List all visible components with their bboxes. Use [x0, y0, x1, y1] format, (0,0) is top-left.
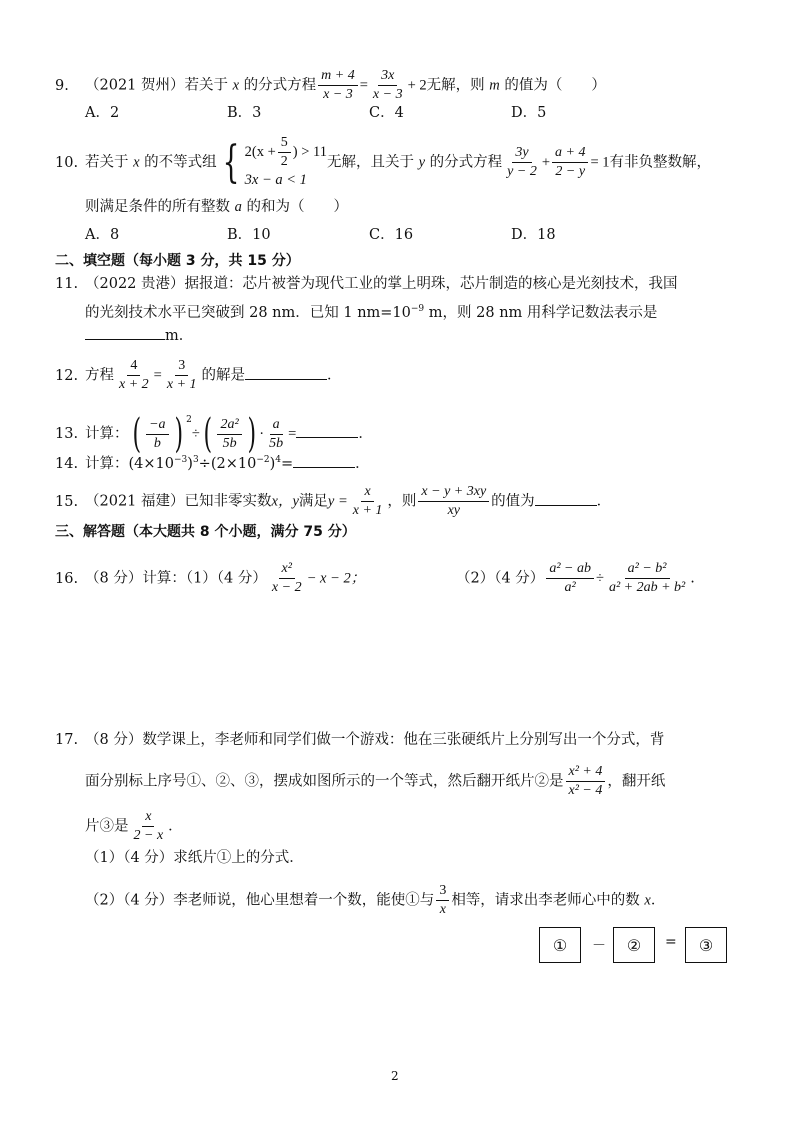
option-d: D．5: [511, 105, 547, 121]
question-10: 10. 若关于 x 的不等式组 { 2(x + $\frac{5}{2}$ ) > 11 3x − a < 1 无解，且关于 y 的分式方程 $\frac{3y}{y - 2}$ + $\frac{a + 4}{2 - y}$ = 1有非负整数解，: [55, 135, 712, 188]
fraction: $\frac{-a}{b}$: [146, 417, 168, 452]
answer-blank[interactable]: [535, 491, 597, 506]
question-11-line3: m．: [85, 325, 193, 346]
question-17-line2: 面分别标上序号①、②、③，摆成如图所示的一个等式，然后翻开纸片②是 $\frac{\text{x² + 4}}{\text{x² − 4}}$ ，翻开纸: [85, 764, 666, 798]
question-14: 14. 计算：$(4\times 10^{-3})^3\div(2\times 10^{-2})^4=$ ．: [55, 450, 370, 474]
question-17-sub1: （1）（4 分）求纸片①上的分式．: [85, 850, 304, 866]
fraction: $\frac{3}{x}$: [436, 883, 449, 918]
answer-blank[interactable]: [85, 325, 165, 340]
fraction: $\frac{m + 4}{x - 3}$: [318, 68, 358, 103]
question-10-line2: 则满足条件的所有整数 a 的和为（ ）: [85, 199, 348, 215]
fraction: $\frac{x}{x + 1}$: [352, 484, 383, 518]
option-a: A．8: [85, 227, 120, 243]
question-9: 9. （2021 贺州）若关于 x 的分式方程 $\frac{m + 4}{x - 3}$ = $\frac{3x}{x - 3}$ + 2无解，则 m 的值为（ ）: [55, 68, 606, 102]
page-number: 2: [391, 1069, 399, 1083]
question-10-options: [85, 225, 653, 245]
inequality-system: { 2(x + $\frac{5}{2}$ ) > 11 3x − a < 1: [222, 135, 328, 188]
option-a: A．2: [85, 105, 120, 121]
card-3: ③: [685, 927, 727, 963]
fraction: $\frac{3y}{y - 2}$: [507, 145, 537, 179]
question-number: 14.: [55, 455, 79, 472]
fraction: $\frac{\text{2a²}}{5b}$: [217, 417, 241, 452]
option-b: B．3: [227, 105, 262, 121]
fraction: $\frac{3x}{x - 3}$: [372, 68, 403, 102]
question-16-part2: （2）（4 分） $\frac{\text{a² − ab}}{\text{a²}}$ ÷ $\frac{\text{a² − b²}}{\text{a² + 2ab + b²}}$ .: [456, 561, 695, 595]
fraction: $\frac{\text{x²}}{x - 2}$: [271, 561, 302, 595]
option-c: C．4: [369, 105, 404, 121]
answer-blank[interactable]: [245, 365, 327, 380]
fraction: $\frac{4}{x + 2}$: [119, 358, 149, 392]
question-number: 10.: [55, 154, 79, 171]
section-heading-fill-in: 二、填空题（每小题 3 分，共 15 分）: [55, 253, 300, 269]
section-heading-solutions: 三、解答题（本大题共 8 个小题，满分 75 分）: [55, 524, 356, 540]
question-number: 16.: [55, 570, 79, 587]
question-number: 11.: [55, 276, 79, 292]
answer-blank[interactable]: [296, 423, 358, 438]
question-16: 16. （8 分）计算：（1）（4 分） $\frac{\text{x²}}{x - 2}$ − x − 2；: [55, 561, 366, 595]
question-17-sub2: （2）（4 分）李老师说，他心里想着一个数，能使①与 $\frac{3}{x}$ 相等，请求出李老师心中的数 x．: [85, 883, 666, 917]
minus-sign: －: [592, 938, 606, 954]
option-d: D．18: [511, 227, 556, 243]
fraction: $\frac{a + 4}{2 - y}$: [552, 145, 588, 180]
fraction: $\frac{x - y + 3xy}{xy}$: [418, 484, 489, 519]
question-15: 15. （2021 福建）已知非零实数x，y满足y = $\frac{x}{x + 1}$ ，则 $\frac{x - y + 3xy}{xy}$ 的值为 ．: [55, 484, 612, 518]
card-1: ①: [539, 927, 581, 963]
question-number: 13.: [55, 426, 79, 442]
fraction: $\frac{\text{a² − b²}}{\text{a² + 2ab + b²}}$: [608, 561, 686, 595]
question-13: 13. 计算：( $\frac{-a}{b}$ ) $^2$÷( $\frac{\text{2a²}}{5b}$ ) · $\frac{a}{5b}$ = ．: [55, 411, 373, 457]
question-number: 17.: [55, 732, 79, 748]
fraction: $\frac{\text{x² + 4}}{\text{x² − 4}}$: [566, 764, 606, 799]
fraction: $\frac{\text{a² − ab}}{\text{a²}}$: [546, 561, 594, 596]
equals-sign: =: [665, 934, 677, 950]
question-17: 17. （8 分）数学课上，李老师和同学们做一个游戏：他在三张硬纸片上分别写出一个分式，背: [55, 732, 665, 748]
card-2: ②: [613, 927, 655, 963]
fraction: $\frac{a}{5b}$: [269, 416, 284, 451]
fraction: $\frac{3}{x + 1}$: [166, 358, 197, 392]
question-number: 12.: [55, 367, 79, 384]
fraction: $\frac{x}{2 - x}$: [133, 809, 164, 843]
question-11-line2: 的光刻技术水平已突破到 28 nm．已知 1 $nm=10^{-9}$ m，则 28 nm 用科学记数法表示是: [85, 304, 658, 321]
question-12: 12. 方程 $\frac{4}{x + 2}$ = $\frac{3}{x + 1}$ 的解是 ．: [55, 358, 342, 392]
question-17-line3: 片③是 $\frac{x}{2 - x}$ ．: [85, 809, 183, 843]
option-c: C．16: [369, 227, 414, 243]
question-number: 15.: [55, 493, 79, 510]
option-b: B．10: [227, 227, 271, 243]
question-9-options: [85, 103, 653, 123]
answer-blank[interactable]: [293, 453, 355, 468]
question-number: 9.: [55, 77, 69, 94]
question-11: 11. （2022 贵港）据报道：芯片被誉为现代工业的掌上明珠，芯片制造的核心是光刻技术，我国: [55, 276, 678, 292]
